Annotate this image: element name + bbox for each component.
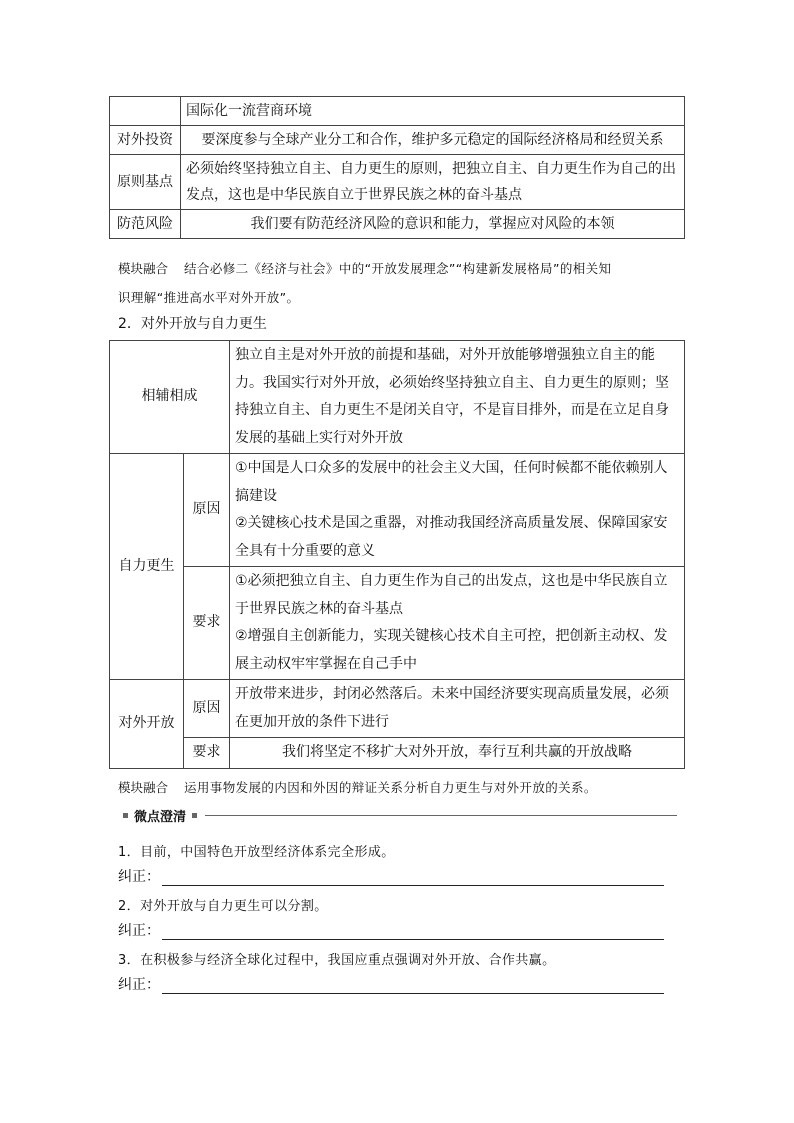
point-text: ②关键核心技术是国之重器，对推动我国经济高质量发展、保障国家安全具有十分重要的意义 xyxy=(235,515,668,559)
correction-label: 纠正： xyxy=(118,869,160,885)
correction-label: 纠正： xyxy=(118,977,160,993)
module-fusion-text: 结合必修二《经济与社会》中的“开放发展理念”“构建新发展格局”的相关知 xyxy=(184,261,612,276)
row-text: 独立自主是对外开放的前提和基础，对外开放能够增强独立自主的能力。我国实行对外开放，必须始终坚持独立自主、自力更生的原则；坚持独立自主、自力更生不是闭关自守，不是盲目排外，而是在立足自身发展的基础上实行对外开放 xyxy=(230,341,685,454)
table-row xyxy=(110,210,685,239)
correction-row xyxy=(118,866,664,886)
relation-table xyxy=(109,340,685,769)
module-fusion-text: 运用事物发展的内因和外因的辩证关系分析自力更生与对外开放的关系。 xyxy=(184,780,597,795)
sub-label: 要求 xyxy=(184,738,230,769)
correction-answer-line[interactable] xyxy=(162,869,664,886)
point-text: ②增强自主创新能力，实现关键核心技术自主可控，把创新主动权、发展主动权牢牢掌握在自己手中 xyxy=(235,628,668,672)
clarify-heading-text: 微点澄清 xyxy=(134,809,187,825)
table-row xyxy=(110,341,685,454)
table-row xyxy=(110,738,685,769)
policy-table xyxy=(109,96,685,239)
module-fusion-tag: 模块融合 xyxy=(118,261,169,276)
section-title: 2．对外开放与自力更生 xyxy=(118,316,267,332)
point-text: ①必须把独立自主、自力更生作为自己的出发点，这也是中华民族自立于世界民族之林的奋斗基点 xyxy=(235,573,668,617)
row-text: 我们要有防范经济风险的意识和能力，掌握应对风险的本领 xyxy=(181,210,685,239)
correction-answer-line[interactable] xyxy=(162,977,664,994)
clarify-heading xyxy=(117,807,677,823)
row-text xyxy=(230,567,685,680)
correction-answer-line[interactable] xyxy=(162,923,664,940)
square-bullet-icon xyxy=(192,813,197,818)
point-text: ①中国是人口众多的发展中的社会主义大国，任何时候都不能依赖别人搞建设 xyxy=(235,460,668,504)
table-row xyxy=(110,567,685,680)
correction-row xyxy=(118,974,664,994)
clarify-question: 1．目前，中国特色开放型经济体系完全形成。 xyxy=(118,845,395,860)
module-fusion-note xyxy=(118,773,597,802)
group-label: 对外开放 xyxy=(110,680,184,769)
table-row xyxy=(110,155,685,210)
clarify-question: 2．对外开放与自力更生可以分割。 xyxy=(118,899,328,914)
sub-label: 原因 xyxy=(184,680,230,738)
module-fusion-line xyxy=(118,254,611,283)
table-row xyxy=(110,97,685,126)
row-label: 对外投资 xyxy=(110,126,181,155)
module-fusion-note xyxy=(118,254,611,312)
correction-row xyxy=(118,920,664,940)
row-text: 必须始终坚持独立自主、自力更生的原则，把独立自主、自力更生作为自己的出发点，这也是中华民族自立于世界民族之林的奋斗基点 xyxy=(181,155,685,210)
row-text: 国际化一流营商环境 xyxy=(181,97,685,126)
sub-label: 原因 xyxy=(184,454,230,567)
row-text: 开放带来进步，封闭必然落后。未来中国经济要实现高质量发展，必须在更加开放的条件下进行 xyxy=(230,680,685,738)
module-fusion-tag: 模块融合 xyxy=(118,780,169,795)
row-label xyxy=(110,97,181,126)
table-row xyxy=(110,126,685,155)
group-label: 自力更生 xyxy=(110,454,184,680)
correction-label: 纠正： xyxy=(118,923,160,939)
row-text: 我们将坚定不移扩大对外开放，奉行互利共赢的开放战略 xyxy=(230,738,685,769)
square-bullet-icon xyxy=(123,813,128,818)
module-fusion-line: 识理解“推进高水平对外开放”。 xyxy=(118,290,300,305)
sub-label: 要求 xyxy=(184,567,230,680)
row-label: 防范风险 xyxy=(110,210,181,239)
table-row xyxy=(110,680,685,738)
module-fusion-line xyxy=(118,773,597,802)
row-label: 原则基点 xyxy=(110,155,181,210)
row-label: 相辅相成 xyxy=(110,341,230,454)
heading-rule xyxy=(205,815,677,816)
row-text xyxy=(230,454,685,567)
clarify-question: 3．在积极参与经济全球化过程中，我国应重点强调对外开放、合作共赢。 xyxy=(118,953,556,968)
row-text: 要深度参与全球产业分工和合作，维护多元稳定的国际经济格局和经贸关系 xyxy=(181,126,685,155)
table-row xyxy=(110,454,685,567)
